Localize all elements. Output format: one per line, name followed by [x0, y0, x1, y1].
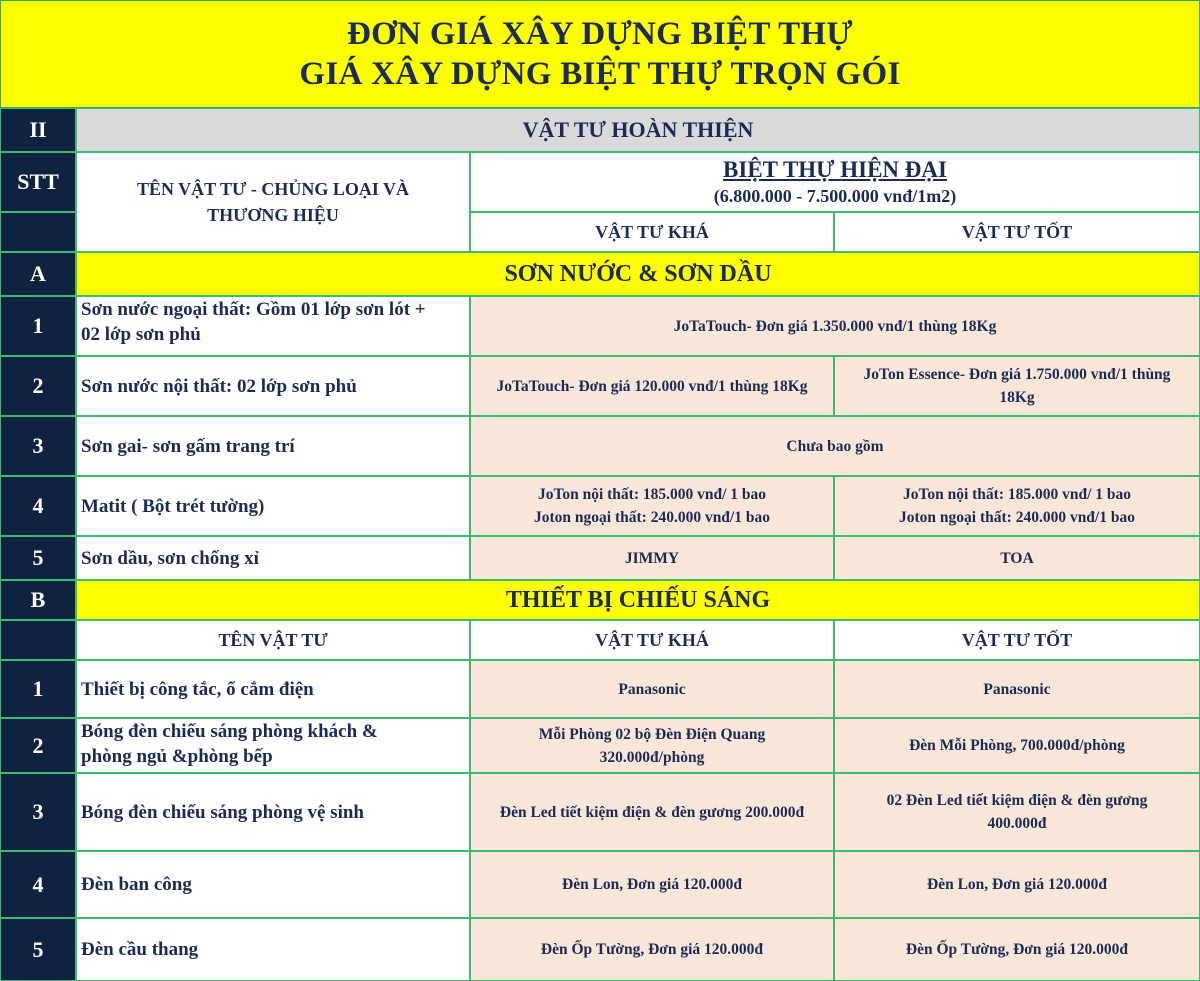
section-b-header-spacer — [0, 620, 76, 660]
row-a5-tot: TOA — [834, 536, 1200, 580]
row-b5-name: Đèn cầu thang — [76, 918, 470, 981]
row-a5-kha: JIMMY — [470, 536, 834, 580]
villa-style-title: BIỆT THỰ HIỆN ĐẠI — [723, 157, 947, 182]
material-name-header — [76, 152, 470, 252]
row-a4-number: 4 — [0, 476, 76, 536]
row-b4-number: 4 — [0, 851, 76, 918]
row-b2-kha — [470, 718, 834, 773]
row-a4-kha — [470, 476, 834, 536]
section-ii-number: II — [0, 108, 76, 152]
title-line-2: GIÁ XÂY DỰNG BIỆT THỰ TRỌN GÓI — [299, 56, 901, 92]
row-b4-tot: Đèn Lon, Đơn giá 120.000đ — [834, 851, 1200, 918]
section-b-col-tot: VẬT TƯ TỐT — [834, 620, 1200, 660]
row-b3-tot-line-1: 02 Đèn Led tiết kiệm điện & đèn gương — [886, 792, 1148, 809]
row-a4-kha-line-2: Joton ngoại thất: 240.000 vnđ/1 bao — [534, 509, 770, 526]
section-b-col-kha: VẬT TƯ KHÁ — [470, 620, 834, 660]
price-range: (6.800.000 - 7.500.000 vnđ/1m2) — [713, 186, 957, 206]
row-a4-name: Matit ( Bột trét tường) — [76, 476, 470, 536]
title-line-1: ĐƠN GIÁ XÂY DỰNG BIỆT THỰ — [347, 16, 853, 52]
row-a1-name-line-2: 02 lớp sơn phủ — [81, 324, 201, 345]
row-b1-tot: Panasonic — [834, 660, 1200, 718]
section-ii-label: VẬT TƯ HOÀN THIỆN — [76, 108, 1200, 152]
row-b1-kha: Panasonic — [470, 660, 834, 718]
row-b2-number: 2 — [0, 718, 76, 773]
row-b4-name: Đèn ban công — [76, 851, 470, 918]
row-b2-kha-line-1: Mỗi Phòng 02 bộ Đèn Điện Quang — [538, 725, 766, 743]
row-a2-name: Sơn nước nội thất: 02 lớp sơn phủ — [76, 356, 470, 416]
row-b2-name — [76, 718, 470, 773]
row-b2-name-line-1: Bóng đèn chiếu sáng phòng khách & — [81, 721, 378, 742]
row-b3-tot-line-2: 400.000đ — [987, 815, 1047, 832]
row-b5-kha: Đèn Ốp Tường, Đơn giá 120.000đ — [470, 918, 834, 981]
row-b2-kha-line-2: 320.000đ/phòng — [599, 748, 705, 766]
row-a1-number: 1 — [0, 296, 76, 356]
row-a2-tot-line-2: 18Kg — [999, 389, 1035, 406]
row-a3-number: 3 — [0, 416, 76, 476]
row-a3-value: Chưa bao gồm — [470, 416, 1200, 476]
section-b-letter: B — [0, 580, 76, 620]
row-a4-kha-line-1: JoTon nội thất: 185.000 vnđ/ 1 bao — [537, 486, 767, 503]
row-a4-tot-line-1: JoTon nội thất: 185.000 vnđ/ 1 bao — [902, 486, 1132, 503]
row-a5-number: 5 — [0, 536, 76, 580]
row-b5-tot: Đèn Ốp Tường, Đơn giá 120.000đ — [834, 918, 1200, 981]
row-b5-number: 5 — [0, 918, 76, 981]
row-a4-tot-line-2: Joton ngoại thất: 240.000 vnđ/1 bao — [899, 509, 1135, 526]
material-name-header-line-1: TÊN VẬT TƯ - CHỦNG LOẠI VÀ — [136, 179, 410, 199]
section-a-label: SƠN NƯỚC & SƠN DẦU — [76, 252, 1200, 296]
row-a2-tot-line-1: JoTon Essence- Đơn giá 1.750.000 vnđ/1 thùng — [863, 366, 1171, 383]
row-b3-kha: Đèn Led tiết kiệm điện & đèn gương 200.000đ — [470, 773, 834, 851]
row-b3-number: 3 — [0, 773, 76, 851]
row-a4-tot — [834, 476, 1200, 536]
row-b4-kha: Đèn Lon, Đơn giá 120.000đ — [470, 851, 834, 918]
row-b1-name: Thiết bị công tắc, ổ cắm điện — [76, 660, 470, 718]
row-a1-name — [76, 296, 470, 356]
row-b3-name: Bóng đèn chiếu sáng phòng vệ sinh — [76, 773, 470, 851]
row-a1-value: JoTaTouch- Đơn giá 1.350.000 vnđ/1 thùng 18Kg — [470, 296, 1200, 356]
row-a5-name: Sơn dầu, sơn chống xỉ — [76, 536, 470, 580]
row-a3-name: Sơn gai- sơn gấm trang trí — [76, 416, 470, 476]
stt-header: STT — [0, 152, 76, 212]
section-a-letter: A — [0, 252, 76, 296]
section-b-col-name: TÊN VẬT TƯ — [76, 620, 470, 660]
row-a2-tot — [834, 356, 1200, 416]
row-b2-name-line-2: phòng ngủ &phòng bếp — [81, 746, 273, 767]
row-b3-tot — [834, 773, 1200, 851]
col-header-tot: VẬT TƯ TỐT — [834, 212, 1200, 252]
row-a2-kha: JoTaTouch- Đơn giá 120.000 vnđ/1 thùng 18Kg — [470, 356, 834, 416]
section-b-label: THIẾT BỊ CHIẾU SÁNG — [76, 580, 1200, 620]
row-a1-name-line-1: Sơn nước ngoại thất: Gồm 01 lớp sơn lót + — [81, 299, 426, 320]
stt-header-spacer — [0, 212, 76, 252]
row-b2-tot: Đèn Mỗi Phòng, 700.000đ/phòng — [834, 718, 1200, 773]
row-b1-number: 1 — [0, 660, 76, 718]
col-header-kha: VẬT TƯ KHÁ — [470, 212, 834, 252]
page-title — [0, 0, 1200, 108]
row-a2-number: 2 — [0, 356, 76, 416]
villa-style-header — [470, 152, 1200, 212]
material-name-header-line-2: THƯƠNG HIỆU — [207, 205, 339, 225]
